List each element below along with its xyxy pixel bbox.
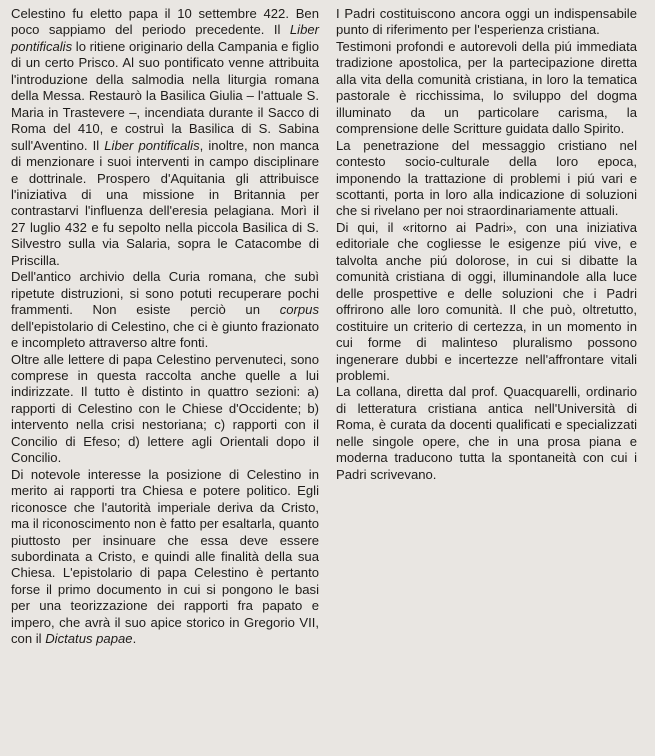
paragraph-biography — [11, 6, 319, 269]
italic-title: Liber pontificalis — [104, 137, 200, 153]
text-run: Celestino fu eletto papa il 10 settembre 422. Ben poco sappiamo del periodo precedente. Il — [11, 6, 319, 38]
paragraph-return-to-fathers: Di qui, il «ritorno ai Padri», con una iniziativa editoriale che cogliesse le esigenze piú vive, e talvolta anche piú dolorose, in cui si dibatte la comunità cristiana di oggi, illuminandole alla luce delle prospettive e delle soluzioni che i Padri offrirono alle loro comunità. Il che può, oltretutto, costituire un criterio di certezza, in un momento in cui forme di malinteso pluralismo possono ingenerare dubbi e incertezze nell'affrontare vitali problemi. — [336, 219, 637, 383]
paragraph-witnesses: Testimoni profondi e autorevoli della piú immediata tradizione apostolica, per la partecipazione diretta alla vita della comunità cristiana, in loro la tematica pastorale è ricchissima, lo sviluppo del dogma illuminato da un particolare carisma, la comprensione delle Scritture guidata dallo Spirito. — [336, 38, 637, 137]
text-run: , inoltre, non manca di menzionare i suoi interventi in campo disciplinare e dottrinale. Prospero d'Aquitania gli attribuisce l'iniziativa di una missione in Britannia per contrastarvi l'influenza dell'eresia pelagiana. Morì il 27 luglio 432 e fu sepolto nella piccola Basilica di S. Silvestro sulla via Salaria, sopra le Catacombe di Priscilla. — [11, 137, 320, 268]
paragraph-church-politics — [11, 467, 319, 648]
text-run: Di notevole interesse la posizione di Celestino in merito ai rapporti tra Chiesa e potere politico. Egli riconosce che l'autorità imperiale deriva da Cristo, ma il riconoscimento non è fatto per esaltarla, quanto piuttosto per insinuare che essa deve essere subordinata a Cristo, e quindi alle finalità della sua Chiesa. L'epistolario di papa Celestino è pertanto forse il primo documento in cui si pongono le basi per una teorizzazione dei rapporti fra papato e impero, che avrà il suo apice storico in Gregorio VII, con il — [11, 466, 319, 647]
paragraph-fathers-intro: I Padri costituiscono ancora oggi un indispensabile punto di riferimento per l'esperienza cristiana. — [336, 6, 637, 38]
paragraph-archive — [11, 269, 319, 351]
italic-title: Liber pontificalis — [11, 22, 319, 54]
italic-title: Dictatus papae — [45, 631, 133, 647]
paragraph-penetration: La penetrazione del messaggio cristiano nel contesto socio-culturale della loro epoca, imponendo la trattazione di problemi i piú vari e scottanti, porta in loro alla indicazione di soluzioni che si rivelano per noi straordinariamente attuali. — [336, 137, 637, 219]
paragraph-series: La collana, diretta dal prof. Quacquarelli, ordinario di letteratura cristiana antica nell'Università di Roma, è curata da docenti qualificati e specializzati nelle singole opere, che in una prosa piana e moderna traducono tutta la spontaneità con cui i Padri scrivevano. — [336, 384, 637, 482]
paragraph-letters: Oltre alle lettere di papa Celestino pervenuteci, sono comprese in questa raccolta anche quelle a lui indirizzate. Il tutto è distinto in quattro sezioni: a) rapporti di Celestino con le Chiese d'Occidente; b) intervento nella crisi nestoriana; c) rapporti con il Concilio di Efeso; d) lettere agli Orientali dopo il Concilio. — [11, 351, 319, 466]
right-column — [336, 6, 637, 483]
italic-term: corpus — [279, 302, 319, 318]
text-run: . — [132, 631, 137, 647]
text-run: dell'epistolario di Celestino, che ci è giunto frazionato e incompleto attraverso altre fonti. — [11, 318, 319, 351]
left-column — [11, 6, 319, 648]
text-run: Dell'antico archivio della Curia romana, che subì ripetute distruzioni, si sono potuti recuperare pochi frammenti. Non esiste perciò un — [11, 269, 319, 318]
text-run: lo ritiene originario della Campania e figlio di un certo Prisco. Al suo pontificato venne attribuita l'introduzione della salmodia nella liturgia romana della Messa. Restaurò la Basilica Giulia – l'attuale S. Maria in Trastevere –, incendiata durante il Sacco di Roma del 410, e costruì la Basilica di S. Sabina sull'Aventino. Il — [11, 38, 319, 153]
